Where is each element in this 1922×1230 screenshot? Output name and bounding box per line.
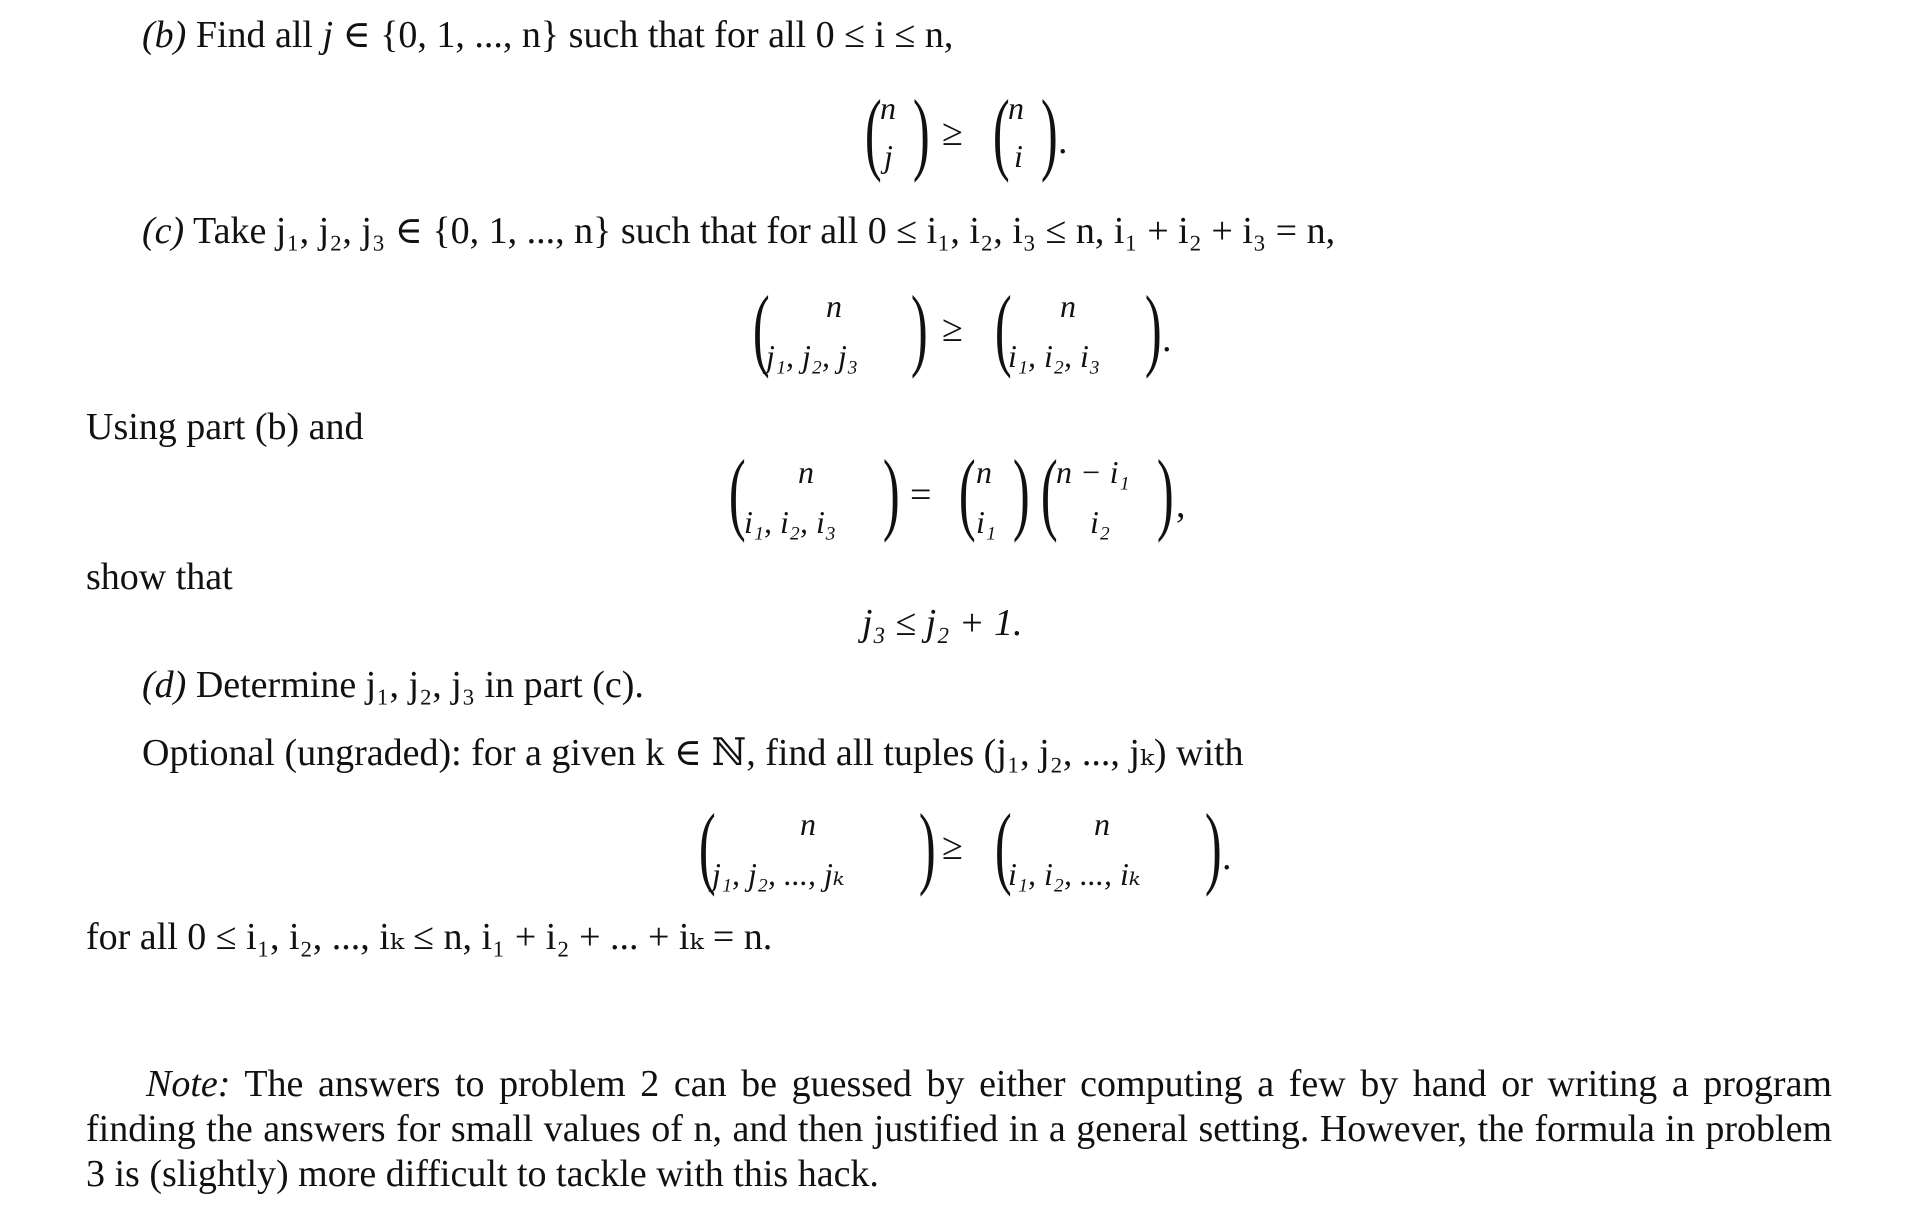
- part-c-statement: [142, 212, 1335, 250]
- relation-geq: ≥: [942, 112, 963, 154]
- binom-top: n − i₁: [1056, 454, 1130, 490]
- right-paren: ): [882, 441, 900, 543]
- multinomial-top: n: [798, 454, 814, 490]
- period: .: [1222, 836, 1232, 878]
- part-b-label: (b): [142, 14, 187, 56]
- part-b-condition: such that for all 0 ≤ i ≤ n,: [568, 14, 954, 56]
- part-c-label: (c): [142, 210, 185, 252]
- right-paren: ): [1144, 277, 1162, 379]
- relation-geq: ≥: [942, 826, 963, 868]
- note-text: The answers to problem 2 can be guessed by either computing a few by hand or writing a program finding the answers for small values of n, and then justified in a general setting. However, the formula in problem 3 is (slightly) more difficult to tackle with this hack.: [86, 1063, 1832, 1195]
- binom-top: n: [1008, 90, 1024, 126]
- multinomial-bottom: i₁, i₂, ..., iₖ: [1008, 856, 1141, 892]
- right-paren: ): [918, 795, 936, 897]
- part-c-text: Take j₁, j₂, j₃ ∈ {0, 1, ..., n} such that for all 0 ≤ i₁, i₂, i₃ ≤ n, i₁ + i₂ + i₃ = n,: [193, 210, 1336, 252]
- binom-bottom: i: [1014, 138, 1023, 174]
- part-b-set: ∈ {0, 1, ..., n}: [342, 14, 560, 56]
- multinomial-top: n: [1094, 806, 1110, 842]
- left-paren: (: [994, 795, 1012, 897]
- left-paren: (: [1040, 441, 1058, 543]
- relation-geq: ≥: [942, 308, 963, 350]
- multinomial-bottom: j₁, j₂, ..., jₖ: [712, 856, 845, 892]
- binom-top: n: [976, 454, 992, 490]
- multinomial-top: n: [800, 806, 816, 842]
- right-paren: ): [910, 277, 928, 379]
- right-paren: ): [912, 81, 930, 183]
- result-inequality: j₃ ≤ j₂ + 1.: [862, 602, 1023, 644]
- right-paren: ): [1204, 795, 1222, 897]
- right-paren: ): [1040, 81, 1058, 183]
- right-paren: ): [1012, 441, 1030, 543]
- note-paragraph: [86, 1062, 1832, 1197]
- binom-bottom: i₁: [976, 504, 997, 540]
- part-d-text: Determine j₁, j₂, j₃ in part (c).: [195, 664, 644, 706]
- left-paren: (: [728, 441, 746, 543]
- using-part-b-text: Using part (b) and: [86, 406, 364, 448]
- binom-top: n: [880, 90, 896, 126]
- binom-bottom: j: [884, 138, 893, 174]
- left-paren: (: [752, 277, 770, 379]
- show-that-text: show that: [86, 556, 233, 598]
- binom-bottom: i₂: [1090, 504, 1111, 540]
- comma: ,: [1176, 484, 1186, 526]
- part-b-text: Find all: [195, 14, 313, 56]
- multinomial-bottom: j₁, j₂, j₃: [766, 338, 859, 374]
- left-paren: (: [992, 81, 1010, 183]
- optional-statement: Optional (ungraded): for a given k ∈ ℕ, find all tuples (j₁, j₂, ..., jₖ) with: [142, 732, 1244, 774]
- part-d-statement: [142, 666, 644, 704]
- multinomial-top: n: [826, 288, 842, 324]
- multinomial-bottom: i₁, i₂, i₃: [744, 504, 837, 540]
- period: .: [1058, 120, 1068, 162]
- left-paren: (: [864, 81, 882, 183]
- multinomial-top: n: [1060, 288, 1076, 324]
- left-paren: (: [994, 277, 1012, 379]
- left-paren: (: [958, 441, 976, 543]
- part-d-label: (d): [142, 664, 187, 706]
- right-paren: ): [1156, 441, 1174, 543]
- left-paren: (: [698, 795, 716, 897]
- period: .: [1162, 318, 1172, 360]
- equals-sign: =: [910, 474, 932, 516]
- part-b-statement: [142, 16, 953, 54]
- for-all-condition: for all 0 ≤ i₁, i₂, ..., iₖ ≤ n, i₁ + i₂ + ... + iₖ = n.: [86, 916, 773, 958]
- multinomial-bottom: i₁, i₂, i₃: [1008, 338, 1101, 374]
- part-b-var-j: j: [322, 14, 334, 56]
- note-label: Note:: [146, 1063, 231, 1105]
